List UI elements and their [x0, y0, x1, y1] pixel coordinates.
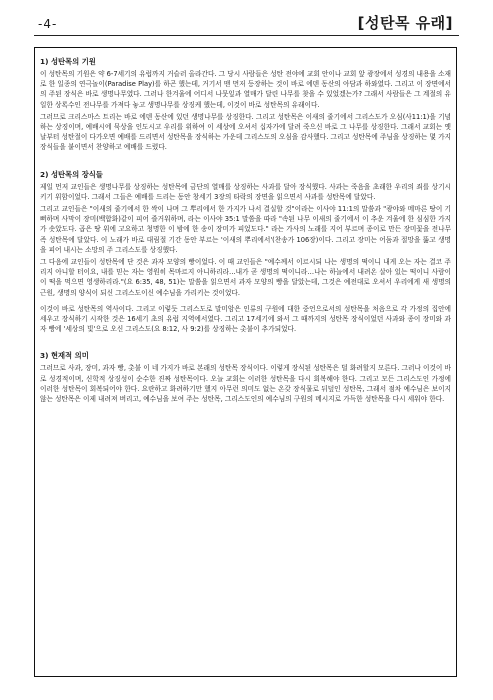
page-number: -4-: [38, 17, 58, 31]
paragraph: 이것이 바로 성탄목의 역사이다. 그리고 이렇듯 그리스도로 말미암은 인류의 구원에 대한 중언으로서의 성탄목을 처음으로 각 가정의 집안에 세우고 장식하기 시작한 것은 16세기 초의 유럽 지역에서였다. 그리고 17세기에 와서 그 때까지의 성탄목 장식이었던 사과와 종이 장미와 과자 빵에 '세상의 빛'으로 오신 그리스도(요 8:12, 사 9:2)를 상징하는 촛불이 추가되었다.: [40, 304, 451, 334]
document-title: [성탄목 유래]: [357, 14, 453, 32]
paragraph: 그 다음에 교인들이 성탄목에 단 것은 과자 모양의 빵이었다. 이 때 교인들은 "예수께서 이르시되 나는 생명의 떡이니 내게 오는 자는 결코 주리지 아니할 터이요, 내를 믿는 자는 영원히 목마르지 아니하리라…내가 곧 생명의 떡이니라…나는 하늘에서 내려온 살아 있는 떡이니 사람이 이 떡을 먹으면 영생하리라."(요 6:35, 48, 51)는 말씀을 읽으면서 과자 모양의 빵을 달았는데, 그것은 예전대로 오셔서 우리에게 새 생명의 근원, 생명의 양식이 되신 그리스도이신 예수님을 가리키는 것이었다.: [40, 258, 451, 297]
header-rule: [34, 35, 459, 36]
content-box: [34, 47, 457, 677]
paragraph: 그리고 교인들은 "이새의 줄기에서 한 싹이 나며 그 뿌리에서 한 가지가 나서 결실할 것"이라는 이사야 11:1의 말씀과 "광야와 메마른 땅이 기뻐하며 사막이 장미(백합화)같이 피어 즐거워하며, 라는 이사야 35:1 말씀을 따라 "속된 나무 이새의 줄기에서 이 추운 겨울에 한 심심한 가지가 솟았도다. 곱은 땅 위에 고요하고 청명한 이 밤에 한 송이 장미가 피었도다." 라는 가사의 노래를 지어 부르며 종이로 만든 장미꽃을 전나무 즉 성탄목에 달았다. 이 노래가 바로 대림절 기간 동안 부르는 '이새의 뿌리에서'(찬송가 106장)이다. 그리고 장미는 어둠과 절망을 뚫고 생명을 피어 내시는 소망의 주 그리스도를 상징했다.: [40, 205, 451, 254]
paragraph: 그러므로 사과, 장미, 과자 빵, 촛불 이 네 가지가 바로 본래의 성탄목 장식이다. 이렇게 장식된 성탄목은 덜 화려할지 모른다. 그러나 이것이 바로 성경적이며, 신학적 상징성이 순수한 진짜 성탄목이다. 오늘 교회는 이러한 성탄목을 다시 회복해야 한다. 그리고 모든 그리스도인 가정에 이러한 성탄목이 회복되어야 한다. 요란하고 화려하기만 했지 아무런 의미도 없는 온갖 장식물로 뒤덮인 성탄목, 그래서 점차 예수님은 보이지 않는 성탄목은 이제 내려져 버리고, 예수님을 보여 주는 성탄목, 그리스도인의 예수님의 구원의 메시지로 가득한 성탄목을 다시 세워야 한다.: [40, 364, 451, 404]
paragraph: 이 성탄목의 기원은 약 6-7세기의 유럽까지 거슬러 올라간다. 그 당시 사람들은 성탄 전야에 교회 안이나 교회 앞 광장에서 성경의 내용을 소재로 한 일종의 연극놀이(Paradise Play)를 하곤 했는데, 거기서 맨 먼저 등장하는 것이 바로 에덴 동산의 아담과 하와였다. 그리고 이 장면에서의 주된 장식은 바로 생명나무였다. 그러나 한겨울에 어디서 나뭇잎과 열매가 달린 나무를 찾을 수 있었겠는가? 그래서 사람들은 그 계절의 유일한 상록수인 전나무를 가져다 놓고 생명나무를 상징케 했는데, 이것이 바로 성탄목의 유래이다.: [40, 70, 451, 109]
section-heading-origin: 1) 성탄목의 기원: [40, 57, 96, 66]
paragraph: 그러므로 크리스마스 트리는 바로 에덴 동산에 있던 생명나무를 상징한다. 그리고 성탄목은 이새의 줄기에서 그리스도가 오심(사11:1)을 기념하는 상징이며, 예배시에 묵상을 인도시고 우리를 위하여 이 세상에 오셔서 십자가에 달려 죽으신 바로 그 나무를 상징한다. 그래서 교회는 옛날부터 성탄절이 다가오면 예배를 드리면서 성탄목을 장식하는 가운데 그리스도의 오심을 감사했다. 그리고 성탄목에 주님을 상징하는 몇 가지 장식들을 붙이면서 찬양하고 예배를 드렸다.: [40, 112, 451, 152]
section-heading-meaning: 3) 현재적 의미: [40, 351, 89, 361]
paragraph: 제일 먼저 교인들은 생명나무를 상징하는 성탄목에 금단의 열매를 상징하는 사과를 달아 장식했다. 사과는 죽음을 초래한 우리의 죄를 상기시키기 위함이었다. 그래서 그들은 예배를 드리는 동안 창세기 3장의 타락의 장면을 읽으면서 사과를 성탄목에 달았다.: [40, 182, 451, 201]
section-heading-decorations: 2) 성탄목의 장식들: [40, 169, 103, 179]
